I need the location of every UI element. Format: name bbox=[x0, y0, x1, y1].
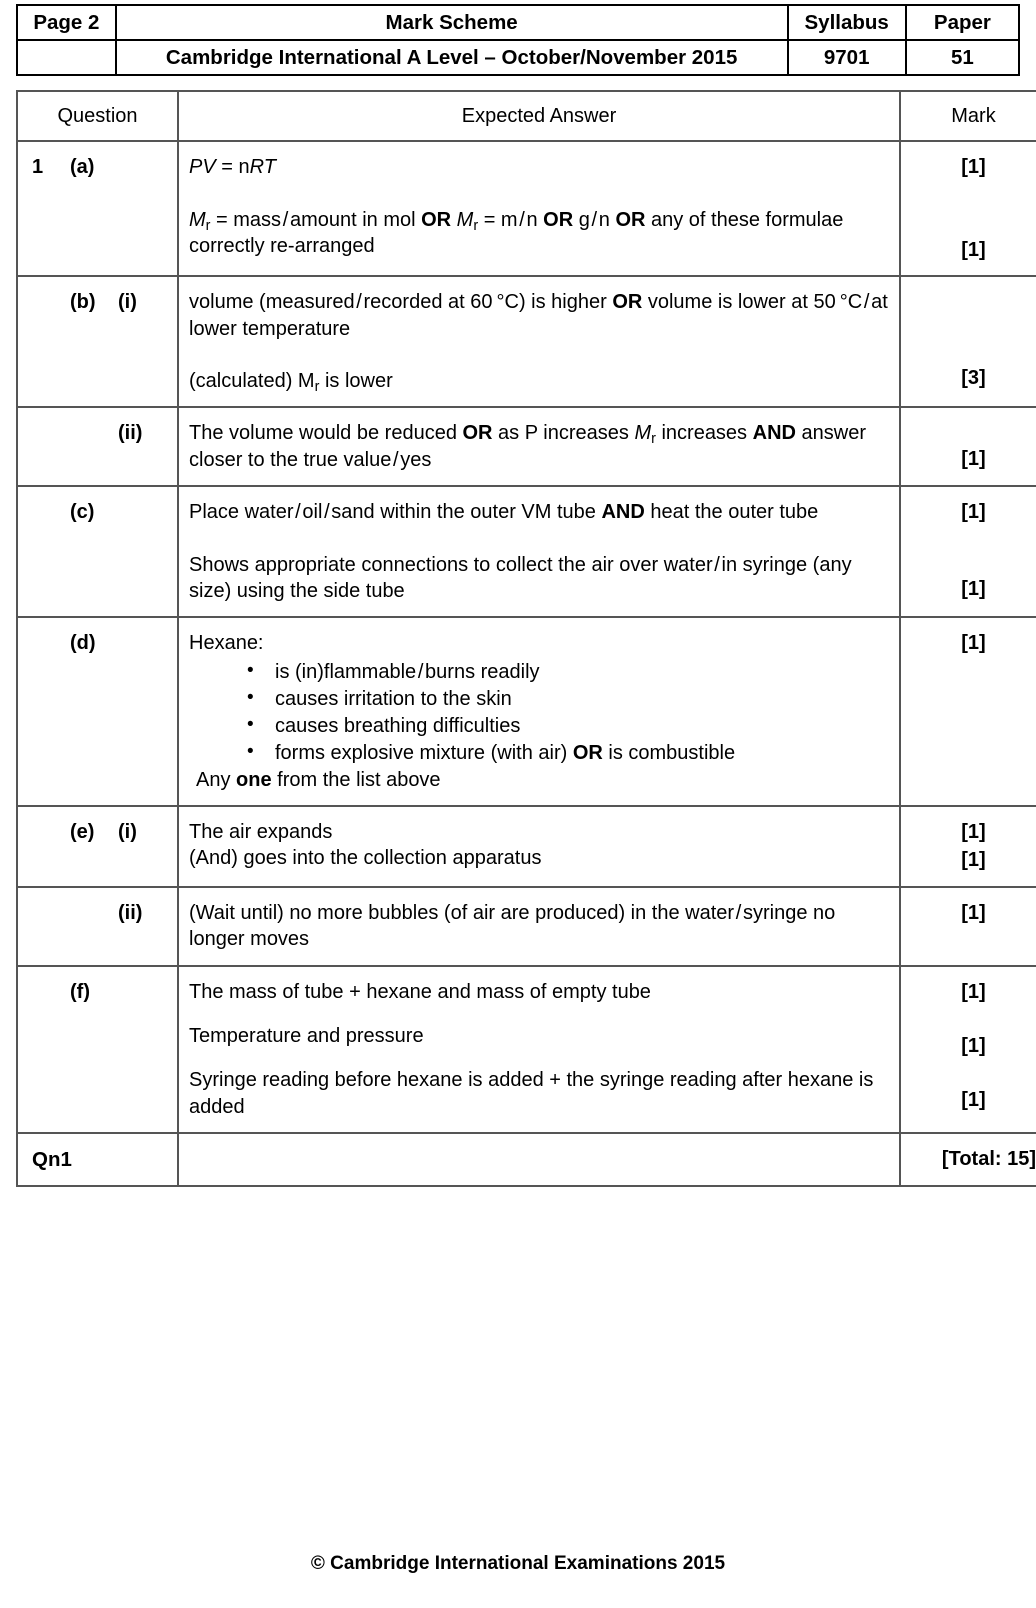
table-row bbox=[17, 407, 1036, 486]
question-number: 1 bbox=[32, 156, 44, 179]
list-item bbox=[247, 740, 889, 767]
mr-subscript: r bbox=[205, 217, 211, 234]
question-total-label: Qn1 bbox=[32, 1148, 72, 1172]
table-row bbox=[17, 806, 1036, 887]
mr-subscript: r bbox=[651, 431, 656, 448]
spacer bbox=[189, 1049, 889, 1067]
answer-closer-text: answer closer to the true value / yes bbox=[189, 422, 866, 471]
question-cell-1f bbox=[17, 966, 178, 1134]
answer-line-formula bbox=[189, 154, 889, 180]
question-sub-label: (i) bbox=[118, 821, 137, 844]
mark-cell-1d bbox=[900, 617, 1036, 806]
answer-cell-1bi bbox=[178, 276, 900, 407]
answer-cell-1d bbox=[178, 617, 900, 806]
column-header-mark: Mark bbox=[900, 91, 1036, 141]
question-cell-1c bbox=[17, 486, 178, 617]
answer-line-volume bbox=[189, 289, 889, 342]
any-one-note bbox=[189, 767, 889, 793]
combustible-text: is combustible bbox=[602, 741, 736, 764]
mark-value: [1] bbox=[961, 849, 986, 872]
question-total-label-cell bbox=[17, 1133, 178, 1185]
volume-text-b: volume is lower at 50 °C / at lower temperature bbox=[189, 291, 888, 340]
explosive-mixture-text: forms explosive mixture (with air) bbox=[275, 741, 573, 764]
mark-value: [1] bbox=[961, 632, 986, 655]
page-header-table bbox=[16, 4, 1020, 76]
from-list-text: from the list above bbox=[271, 768, 441, 791]
answer-cell-1a bbox=[178, 141, 900, 276]
and-keyword: AND bbox=[601, 501, 645, 524]
mr-gn: g / n bbox=[573, 208, 616, 231]
question-sub-label: (i) bbox=[118, 291, 137, 314]
column-header-question: Question bbox=[17, 91, 178, 141]
mr-symbol: M bbox=[189, 208, 206, 231]
calculated-mr: (calculated) M bbox=[189, 369, 315, 392]
mark-value: [1] bbox=[961, 577, 986, 600]
question-part-label: (a) bbox=[70, 156, 95, 179]
mark-value: [1] bbox=[961, 1089, 986, 1112]
header-paper-label: Paper bbox=[906, 5, 1019, 40]
answer-cell-1c bbox=[178, 486, 900, 617]
mark-value: [3] bbox=[961, 367, 986, 390]
mr-definition: = mass / amount in mol bbox=[210, 208, 422, 231]
mr-equals-mn: = m / n bbox=[478, 208, 544, 231]
page-footer-copyright: © Cambridge International Examinations 2015 bbox=[310, 1553, 726, 1574]
header-syllabus-value: 9701 bbox=[788, 40, 906, 75]
volume-text-a: volume (measured / recorded at 60 °C) is higher bbox=[189, 291, 613, 314]
question-part-label: (b) bbox=[70, 291, 96, 314]
formula-rt: RT bbox=[249, 156, 276, 179]
answer-total-empty bbox=[178, 1133, 900, 1185]
question-cell-1bi bbox=[17, 276, 178, 407]
mr-subscript: r bbox=[314, 378, 320, 395]
total-mark-value: [Total: 15] bbox=[900, 1133, 1036, 1185]
table-header-row bbox=[17, 91, 1036, 141]
or-keyword: OR bbox=[612, 291, 643, 314]
question-cell-1bii bbox=[17, 407, 178, 486]
header-title: Mark Scheme bbox=[116, 5, 788, 40]
p-increases-text: as P increases bbox=[492, 422, 635, 445]
header-row-top bbox=[17, 5, 1019, 40]
or-keyword-2: OR bbox=[543, 208, 574, 231]
increases-text: increases bbox=[655, 422, 753, 445]
list-item: • is (in)flammable / burns readily bbox=[247, 659, 889, 686]
mark-value: [1] bbox=[961, 501, 986, 524]
spacer bbox=[189, 181, 889, 207]
mark-cell-1bii bbox=[900, 407, 1036, 486]
answer-line-temp-pressure: Temperature and pressure bbox=[189, 1025, 424, 1048]
or-keyword: OR bbox=[572, 741, 603, 764]
answer-line-connections: Shows appropriate connections to collect the air over water / in syringe (any size) using the side tube bbox=[189, 553, 852, 602]
answer-line-air-expands: The air expands bbox=[189, 821, 333, 844]
list-item: • causes breathing difficulties bbox=[247, 713, 889, 740]
answer-line-place-water bbox=[189, 499, 889, 525]
table-row bbox=[17, 887, 1036, 966]
answer-line-volume-reduced bbox=[189, 420, 889, 473]
column-header-answer: Expected Answer bbox=[178, 91, 900, 141]
mark-value: [1] bbox=[961, 448, 986, 471]
list-item: • causes irritation to the skin bbox=[247, 686, 889, 713]
spacer bbox=[189, 526, 889, 552]
header-syllabus-label: Syllabus bbox=[788, 5, 906, 40]
hexane-intro: Hexane: bbox=[189, 632, 264, 655]
question-cell-1eii bbox=[17, 887, 178, 966]
question-part-label: (d) bbox=[70, 632, 96, 655]
answer-cell-1ei bbox=[178, 806, 900, 887]
answer-line-syringe-reading: Syringe reading before hexane is added + the syringe reading after hexane is added bbox=[189, 1069, 874, 1118]
mark-value: [1] bbox=[961, 980, 986, 1003]
header-paper-value: 51 bbox=[906, 40, 1019, 75]
answer-line-mass-tube: The mass of tube + hexane and mass of empty tube bbox=[189, 980, 651, 1003]
volume-reduced-text: The volume would be reduced bbox=[189, 422, 463, 445]
mark-value: [1] bbox=[961, 901, 986, 924]
and-keyword: AND bbox=[752, 422, 796, 445]
mark-cell-1bi bbox=[900, 276, 1036, 407]
mark-value: [1] bbox=[961, 238, 986, 261]
formula-eq-n: = n bbox=[215, 156, 250, 179]
mark-scheme-table bbox=[16, 90, 1036, 1187]
formula-pv: PV bbox=[189, 156, 216, 179]
answer-line-collection: (And) goes into the collection apparatus bbox=[189, 847, 542, 870]
spacer bbox=[189, 342, 889, 368]
question-cell-1d bbox=[17, 617, 178, 806]
is-lower-text: is lower bbox=[319, 369, 393, 392]
mark-cell-1eii bbox=[900, 887, 1036, 966]
question-part-label: (c) bbox=[70, 501, 95, 524]
header-page-empty bbox=[17, 40, 116, 75]
mark-cell-1c bbox=[900, 486, 1036, 617]
answer-cell-1f bbox=[178, 966, 900, 1134]
header-subtitle: Cambridge International A Level – October/November 2015 bbox=[116, 40, 788, 75]
header-page-label: Page 2 bbox=[17, 5, 116, 40]
question-part-label: (f) bbox=[70, 980, 90, 1003]
spacer bbox=[189, 1005, 889, 1023]
hexane-hazard-list bbox=[189, 659, 889, 767]
table-row bbox=[17, 617, 1036, 806]
answer-line-no-bubbles: (Wait until) no more bubbles (of air are produced) in the water / syringe no longer moves bbox=[189, 901, 836, 951]
table-row bbox=[17, 486, 1036, 617]
one-keyword: one bbox=[236, 768, 272, 791]
mr-subscript-2: r bbox=[473, 217, 479, 234]
or-keyword: OR bbox=[462, 422, 493, 445]
mr-symbol: M bbox=[634, 422, 652, 445]
or-keyword-3: OR bbox=[615, 208, 646, 231]
answer-line-mr bbox=[189, 207, 889, 260]
any-text: Any bbox=[196, 768, 237, 791]
mr-rearranged: any of these formulae correctly re-arranged bbox=[189, 208, 844, 258]
place-water-text: Place water / oil / sand within the outer VM tube bbox=[189, 501, 602, 524]
question-sub-label: (ii) bbox=[118, 901, 143, 924]
question-cell-1ei bbox=[17, 806, 178, 887]
table-row bbox=[17, 141, 1036, 276]
mark-value: [1] bbox=[961, 1035, 986, 1058]
mr-symbol-2: M bbox=[451, 208, 474, 231]
table-row bbox=[17, 276, 1036, 407]
mark-cell-1a bbox=[900, 141, 1036, 276]
header-row-bottom bbox=[17, 40, 1019, 75]
heat-outer-tube-text: heat the outer tube bbox=[644, 501, 819, 524]
question-sub-label: (ii) bbox=[118, 422, 143, 445]
question-cell-1a bbox=[17, 141, 178, 276]
question-part-label: (e) bbox=[70, 821, 95, 844]
mark-value: [1] bbox=[961, 156, 986, 179]
answer-line-calculated bbox=[189, 368, 889, 394]
answer-cell-1bii bbox=[178, 407, 900, 486]
answer-cell-1eii bbox=[178, 887, 900, 966]
table-row-total bbox=[17, 1133, 1036, 1185]
or-keyword: OR bbox=[421, 208, 452, 231]
mark-cell-1ei bbox=[900, 806, 1036, 887]
mark-cell-1f bbox=[900, 966, 1036, 1134]
table-row bbox=[17, 966, 1036, 1134]
mark-value: [1] bbox=[961, 821, 986, 844]
